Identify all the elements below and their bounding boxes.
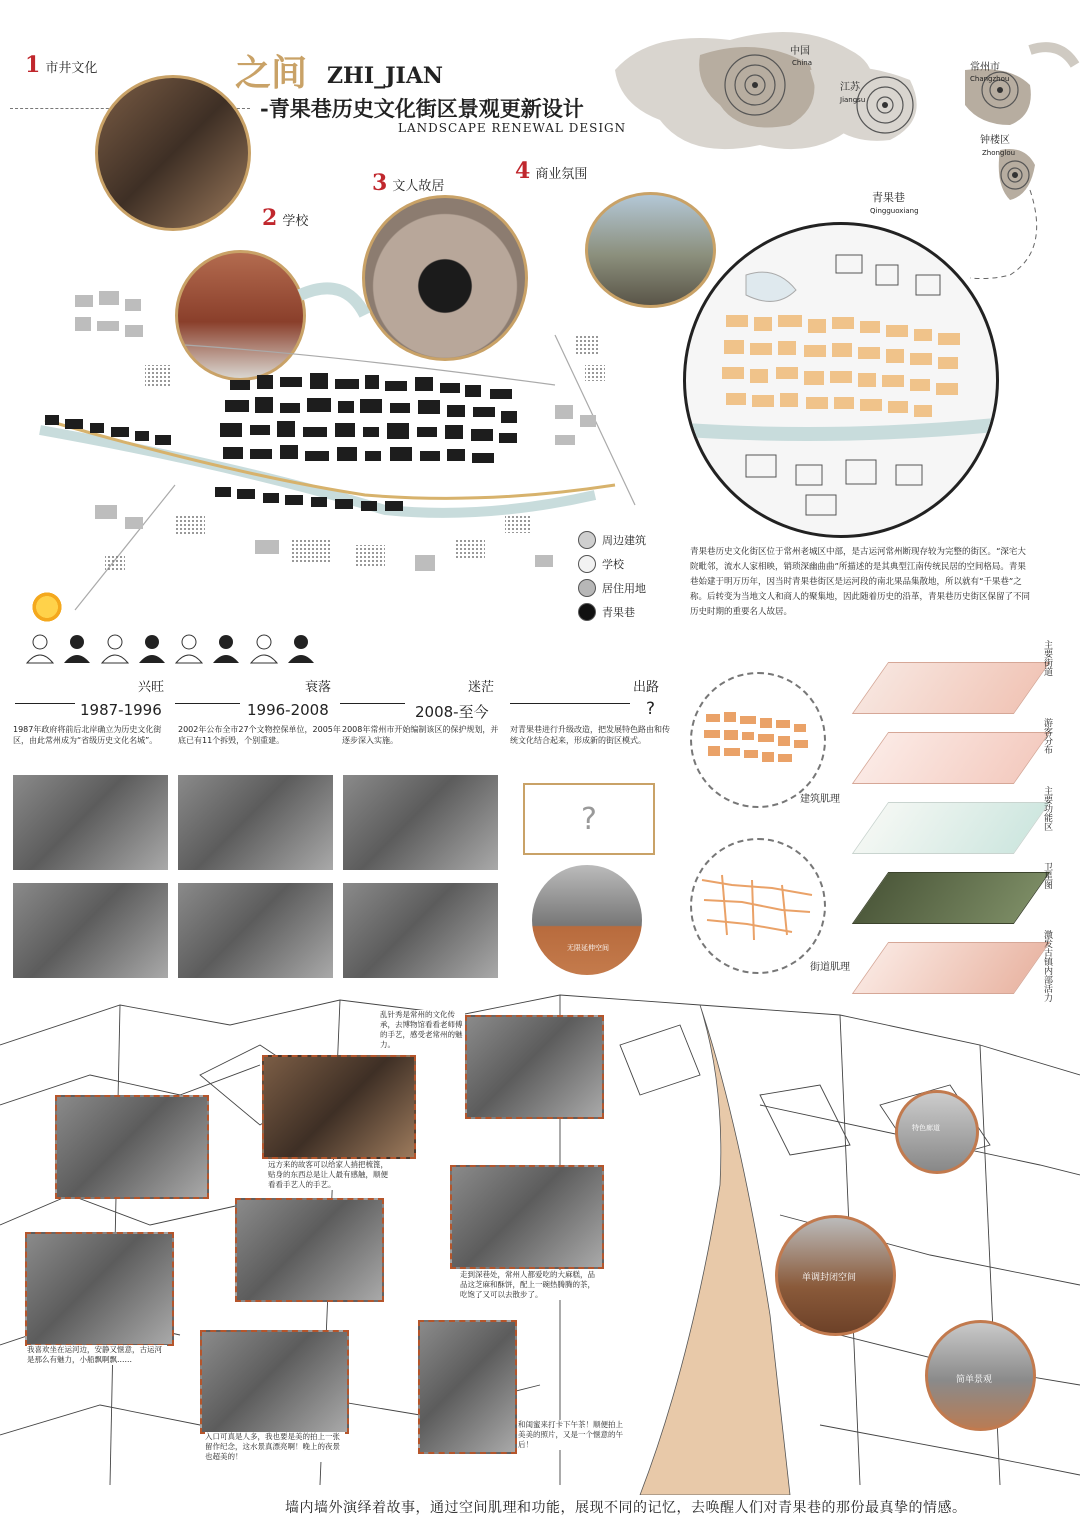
legend-swatch [578,531,596,549]
theme-2 [262,205,308,231]
label-jiangsu-en: Jiangsu [840,96,866,104]
theme-number: 3 [372,170,388,196]
theme-number: 1 [25,52,41,78]
arrow-right-icon [510,703,630,704]
pastry-photo [450,1165,604,1269]
stage-years: 1987-1996 [80,701,162,719]
simple-landscape-label: 简单景观 [956,1375,993,1385]
lightbulb-icon [30,590,64,624]
speech-bubble: 远方来的故客可以给家人捎把梳篦，贴身的东西总是让人最有感触，顺便看看手艺人的手艺。 [268,1160,388,1189]
street-texture-drawing [692,840,824,972]
historic-photo [178,883,333,978]
stage-text: 对青果巷进行升级改造，把发展特色路由和传统文化结合起来，形成新的街区模式。 [510,725,670,745]
speech-bubble: 走到深巷处，常州人都爱吃的大麻糕，品品这芝麻和酥饼，配上一碗热腾腾的茶，吃饱了又可以去散步了。 [460,1270,600,1300]
historic-photo [178,775,333,870]
building-texture-circle [690,672,826,808]
person-outline-icon [174,632,203,664]
arrow-right-icon [175,703,240,704]
layer-label: 激发古镇内部活力 [1042,930,1052,1002]
label-jiangsu: 江苏 [840,82,860,93]
stage-title: 迷茫 [468,680,495,695]
label-china-en: China [792,59,812,67]
legend-swatch [578,603,596,621]
entrance-photo [200,1330,349,1434]
stage-years: 2008-至今 [415,703,489,721]
layer-stack [850,640,1080,1010]
label-zhonglou: 钟楼区 [980,135,1010,146]
theme-label: 市井文化 [45,61,98,76]
layer-plane [852,662,1050,714]
zoom-map-drawing [686,225,996,535]
historic-photo [343,775,498,870]
description-text: 青果巷历史文化街区位于常州老城区中部，是古运河常州断现存较为完整的街区。“深宅大院毗邻，流水人家相映，销琐深幽曲曲”所描述的是其典型江南传统民居的空间格局。青果巷始建于明万历年，因当时青果巷街区是运河段的南北果品集散地，所以就有“千果巷”之称。后转变为当地文人和商人的聚集地，因此随着历史的沿革，青果巷历史街区保留了不同历史时期的重要名人故居。 [690,547,1031,617]
label-zhonglou-en: Zhonglou [982,149,1016,157]
embroidery-photo [465,1015,604,1119]
speech-bubble: 我喜欢坐在运河边，安静又惬意，古运河是那么有魅力，小船飘啊飘…… [27,1345,167,1365]
legend-swatch [578,579,596,597]
label-qingguoxiang: 青果巷 [872,191,905,204]
stage-text: 1987年政府将前后北岸确立为历史文化街区，由此常州成为“省级历史文化名城”。 [13,725,162,745]
legend-label: 周边建筑 [602,533,646,547]
site-plan-drawing [35,255,655,615]
layer-label: 卫星图 [1042,862,1052,889]
theme-3 [372,170,444,196]
simple-landscape-circle [925,1320,1036,1431]
legend-label: 学校 [602,557,624,571]
label-qingguoxiang-en: Qingguoxiang [870,207,919,215]
arrow-right-icon [340,703,405,704]
building-texture-drawing [692,674,824,806]
layer-plane [852,732,1050,784]
street-texture-label: 街道肌理 [810,962,850,973]
stage-title: 出路 [633,680,660,695]
courtyard-photo [235,1198,384,1302]
person-filled-icon [137,632,166,664]
legend-item [578,600,668,624]
theme-1 [25,52,97,78]
arrow-right-icon [15,703,75,704]
stage-title: 衰落 [305,680,332,695]
alley-photo-circle [532,865,642,975]
person-outline-icon [100,632,129,664]
tea-photo [418,1320,517,1454]
layer-label: 主要街道 [1042,640,1052,676]
historic-photo [13,883,168,978]
speech-bubble: 入口可真是人多，我也要是美的拍上一张留作纪念，这水景真漂亮啊！晚上的夜景也超美的！ [205,1432,345,1462]
person-filled-icon [211,632,240,664]
timeline [10,676,680,776]
historic-photo [13,775,168,870]
stage-years: ? [646,699,656,719]
scene-photo [55,1095,209,1199]
zoom-map-circle [683,222,999,538]
canal-photo [25,1232,174,1346]
speech-bubble: 乱针秀是常州的文化传承，去博物馆看看老师傅的手艺，感受老常州的魅力。 [380,1010,465,1050]
site-plan [35,255,655,615]
corridor-circle [895,1090,979,1174]
legend [578,528,668,628]
alley-label: 无限延伸空间 [567,944,609,952]
stage-text: 2002年公布全市27个文物控保单位，2005年底已有11个拆毁，个别重建。 [178,725,341,745]
legend-label: 青果巷 [602,605,635,619]
future-question-box [523,783,655,855]
comb-craft-photo [262,1055,416,1159]
label-changzhou-en: Changzhou [970,75,1010,83]
street-texture-circle [690,838,826,974]
question-mark: ? [581,801,597,837]
historic-photo [343,883,498,978]
layer-plane [852,872,1050,924]
person-filled-icon [62,632,91,664]
closed-space-label: 单调封闭空间 [802,1273,857,1283]
person-outline-icon [249,632,278,664]
stage-text: 2008年常州市开始编制该区的保护规划，并逐步深入实施。 [342,725,499,745]
theme-label: 文人故居 [392,179,445,194]
corridor-label: 特色廊道 [912,1124,940,1132]
closed-space-circle [775,1215,896,1336]
legend-item [578,528,668,552]
title-block [230,45,650,140]
legend-swatch [578,555,596,573]
market-photo-circle [95,75,251,231]
legend-item [578,552,668,576]
label-china: 中国 [790,46,810,57]
footer-caption: 墙内墙外演绎着故事，通过空间肌理和功能，展现不同的记忆，去唤醒人们对青果巷的那份最真挚的情感。 [285,1500,967,1516]
theme-4 [515,158,587,184]
theme-number: 2 [262,205,278,231]
layer-label: 游客分布 [1042,718,1052,754]
layer-label: 主要功能区 [1042,786,1052,831]
title-en: ZHI_JIAN [327,63,444,89]
subtitle-cn: -青果巷历史文化街区景观更新设计 [260,96,584,121]
legend-item [578,576,668,600]
theme-label: 商业氛围 [535,167,588,182]
subtitle-en: LANDSCAPE RENEWAL DESIGN [398,121,627,135]
stage-years: 1996-2008 [247,701,329,719]
person-outline-icon [25,632,54,664]
person-filled-icon [286,632,315,664]
theme-number: 4 [515,158,531,184]
stage-title: 兴旺 [138,680,165,695]
people-row [25,632,315,666]
label-changzhou: 常州市 [970,62,1000,73]
title-cn: 之间 [235,52,308,94]
theme-label: 学校 [282,214,309,229]
legend-label: 居住用地 [602,581,646,595]
layer-plane [852,802,1050,854]
building-texture-label: 建筑肌理 [800,794,840,805]
speech-bubble: 和闺蜜来打卡下午茶！顺便拍上美美的照片，又是一个惬意的午后！ [518,1420,623,1449]
